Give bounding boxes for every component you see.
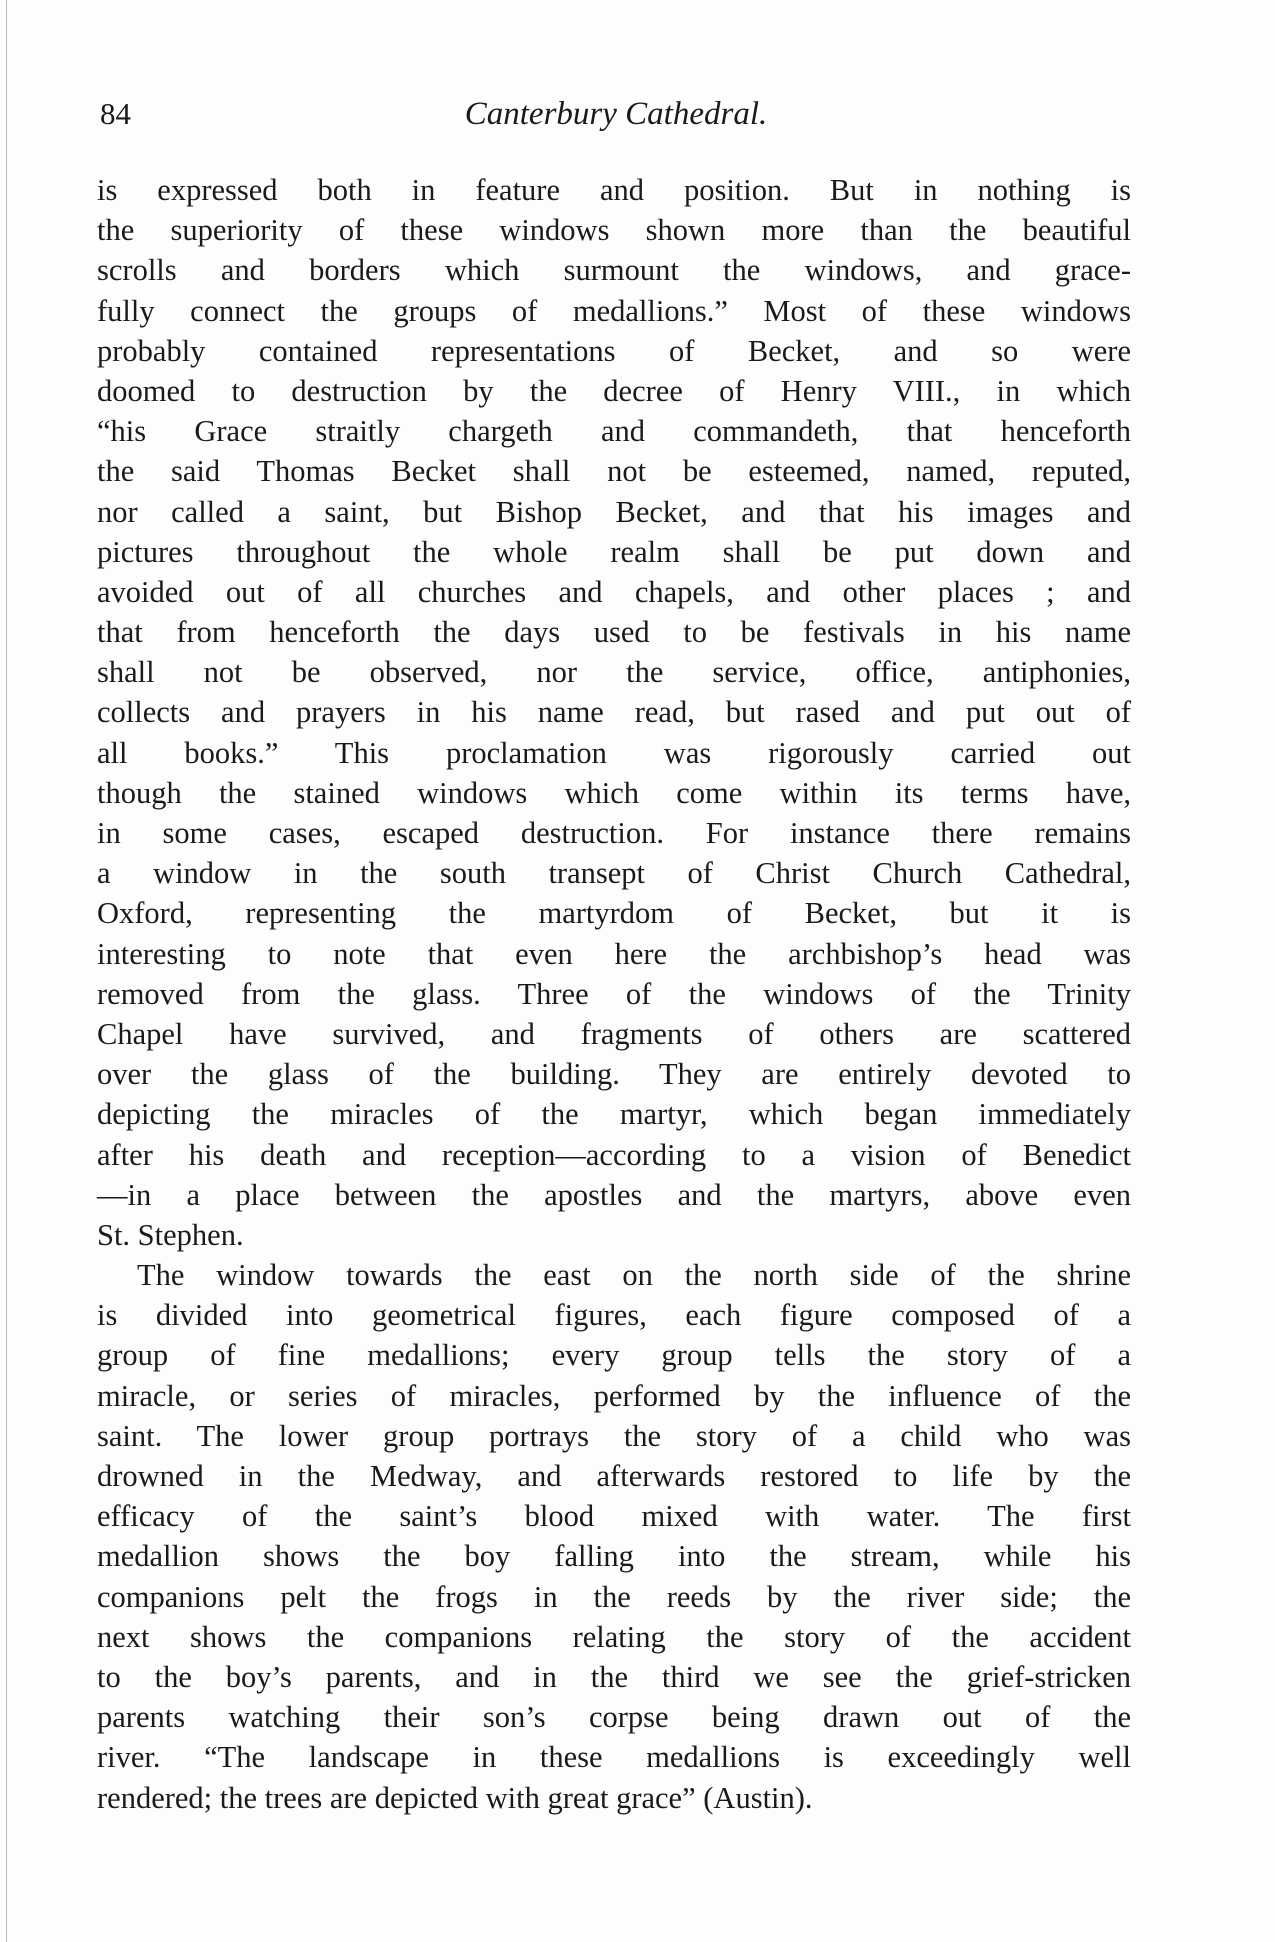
text-line: to the boy’s parents, and in the third we see the grief-stricken: [97, 1659, 1131, 1694]
text-line: is expressed both in feature and position. But in nothing is: [97, 173, 1131, 207]
text-line: though the stained windows which come within its terms have,: [97, 775, 1131, 810]
text-line: river. “The landscape in these medallions is exceedingly well: [97, 1740, 1131, 1775]
text-line: The window towards the east on the north side of the shrine: [137, 1258, 1131, 1293]
text-line: is divided into geometrical figures, each figure composed of a: [97, 1298, 1131, 1333]
text-line: after his death and reception—according to a vision of Benedict: [97, 1137, 1131, 1172]
text-line: the said Thomas Becket shall not be esteemed, named, reputed,: [97, 454, 1131, 489]
running-title: Canterbury Cathedral.: [464, 96, 768, 132]
text-line: over the glass of the building. They are entirely devoted to: [97, 1057, 1131, 1092]
text-line: all books.” This proclamation was rigorously carried out: [97, 735, 1131, 770]
text-line: next shows the companions relating the story of the accident: [97, 1619, 1131, 1654]
text-line: depicting the miracles of the martyr, which began immediately: [97, 1097, 1131, 1132]
text-line: that from henceforth the days used to be festivals in his name: [97, 615, 1131, 650]
text-line: nor called a saint, but Bishop Becket, and that his images and: [97, 494, 1131, 529]
text-line: companions pelt the frogs in the reeds by the river side; the: [97, 1579, 1131, 1614]
text-line: drowned in the Medway, and afterwards restored to life by the: [97, 1459, 1131, 1493]
text-line: parents watching their son’s corpse being drawn out of the: [97, 1700, 1131, 1735]
text-line: Oxford, representing the martyrdom of Becket, but it is: [97, 896, 1131, 931]
text-line: collects and prayers in his name read, but rased and put out of: [97, 695, 1131, 730]
text-line: avoided out of all churches and chapels, and other places ; and: [97, 574, 1131, 609]
page-number: 84: [100, 96, 131, 131]
text-line: “his Grace straitly chargeth and commandeth, that henceforth: [97, 414, 1131, 449]
text-line: group of fine medallions; every group tells the story of a: [97, 1338, 1131, 1373]
text-line: efficacy of the saint’s blood mixed with water. The first: [97, 1499, 1131, 1534]
text-line: miracle, or series of miracles, performed by the influence of the: [97, 1378, 1131, 1413]
text-line: St. Stephen.: [97, 1217, 244, 1252]
text-line: rendered; the trees are depicted with great grace” (Austin).: [97, 1780, 813, 1815]
paragraph: [97, 170, 1131, 1255]
page-body: [97, 170, 1131, 1818]
text-line: saint. The lower group portrays the story of a child who was: [97, 1418, 1131, 1453]
text-line: in some cases, escaped destruction. For instance there remains: [97, 816, 1131, 850]
text-line: —in a place between the apostles and the martyrs, above even: [97, 1177, 1131, 1212]
text-line: shall not be observed, nor the service, office, antiphonies,: [97, 655, 1131, 690]
page-header: [100, 96, 1132, 140]
text-line: removed from the glass. Three of the windows of the Trinity: [97, 976, 1131, 1011]
text-line: scrolls and borders which surmount the windows, and grace-: [97, 253, 1131, 288]
text-line: pictures throughout the whole realm shall be put down and: [97, 534, 1131, 569]
text-line: a window in the south transept of Christ Church Cathedral,: [97, 856, 1131, 891]
text-line: probably contained representations of Becket, and so were: [97, 333, 1131, 368]
text-line: Chapel have survived, and fragments of others are scattered: [97, 1016, 1131, 1051]
text-line: medallion shows the boy falling into the stream, while his: [97, 1539, 1131, 1574]
text-line: fully connect the groups of medallions.” Most of these windows: [97, 293, 1131, 328]
text-line: doomed to destruction by the decree of Henry VIII., in which: [97, 373, 1131, 408]
paragraph: [97, 1255, 1131, 1818]
text-line: interesting to note that even here the archbishop’s head was: [97, 936, 1131, 971]
page-edge-line: [6, 0, 7, 1942]
text-line: the superiority of these windows shown more than the beautiful: [97, 213, 1131, 248]
